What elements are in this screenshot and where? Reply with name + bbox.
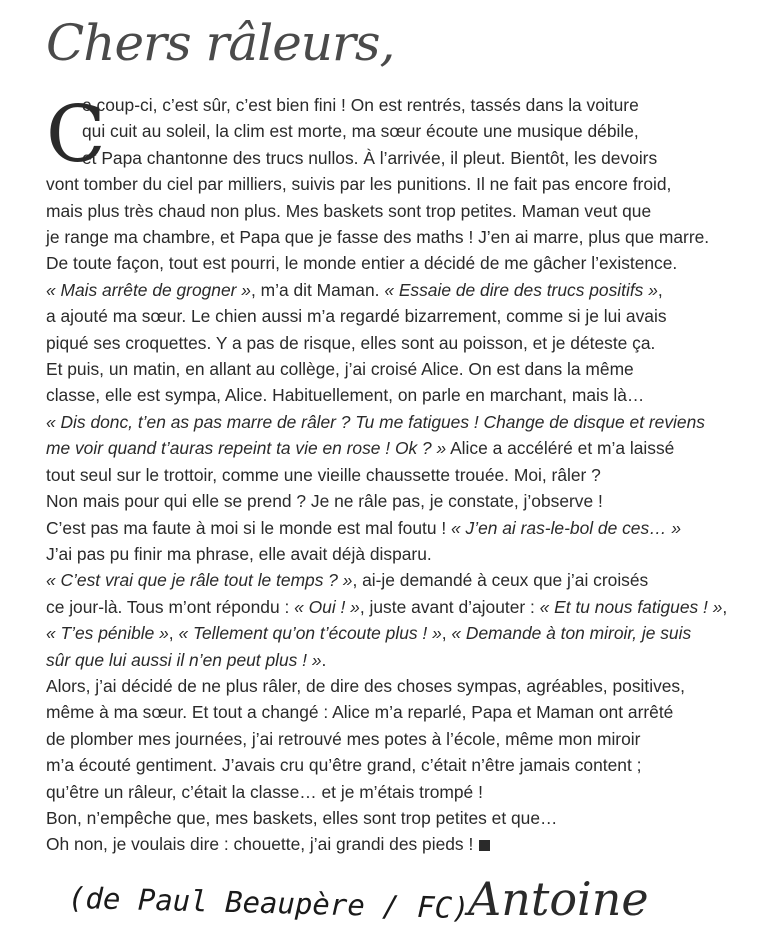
text-segment: mais plus très chaud non plus. Mes baskets sont trop petites. Maman veut que (46, 200, 652, 221)
text-segment: Et puis, un matin, en allant au collège, j’ai croisé Alice. On est dans la même (46, 359, 634, 380)
text-segment: piqué ses croquettes. Y a pas de risque, elles sont au poisson, et je déteste ça. (46, 332, 656, 353)
text-line (46, 330, 746, 356)
text-line (46, 752, 746, 778)
text-segment: ce jour-là. Tous m’ont répondu : (46, 596, 295, 617)
text-segment: qu’être un râleur, c’était la classe… et je m’étais trompé ! (46, 781, 483, 802)
quoted-speech: « Tellement qu’on t’écoute plus ! » (178, 623, 442, 644)
text-segment: Bon, n’empêche que, mes baskets, elles sont trop petites et que… (46, 807, 558, 828)
text-segment: , m’a dit Maman. (250, 279, 385, 300)
text-line (46, 198, 746, 224)
text-line (46, 462, 746, 488)
text-line (46, 145, 746, 171)
letter-body (46, 92, 746, 858)
text-segment: Non mais pour qui elle se prend ? Je ne râle pas, je constate, j’observe ! (46, 491, 603, 512)
text-line (46, 435, 746, 461)
text-segment: et Papa chantonne des trucs nullos. À l’arrivée, il pleut. Bientôt, les devoirs (82, 147, 658, 168)
text-segment: m’a écouté gentiment. J’avais cru qu’être grand, c’était n’être jamais content ; (46, 755, 642, 776)
text-line (46, 515, 746, 541)
text-line (46, 831, 746, 857)
letter-title: Chers râleurs, (46, 14, 395, 72)
text-line (46, 647, 746, 673)
text-segment: De toute façon, tout est pourri, le monde entier a décidé de me gâcher l’existence. (46, 253, 678, 274)
text-line (46, 382, 746, 408)
quoted-speech: « Demande à ton miroir, je suis (451, 623, 692, 644)
quoted-speech: « Et tu nous fatigues ! » (539, 596, 723, 617)
text-segment: qui cuit au soleil, la clim est morte, ma sœur écoute une musique débile, (82, 121, 639, 142)
text-line (46, 779, 746, 805)
text-line (46, 594, 746, 620)
text-segment: , (722, 596, 728, 617)
text-segment: Oh non, je voulais dire : chouette, j’ai grandi des pieds ! (46, 834, 474, 855)
quoted-speech: « Dis donc, t’en as pas marre de râler ? Tu me fatigues ! Change de disque et reviens (46, 411, 705, 432)
text-segment: vont tomber du ciel par milliers, suivis par les punitions. Il ne fait pas encore froid, (46, 174, 672, 195)
signature: Antoine (468, 872, 649, 926)
text-segment: a ajouté ma sœur. Le chien aussi m’a regardé bizarrement, comme si je lui avais (46, 306, 667, 327)
text-line (46, 699, 746, 725)
text-line (46, 224, 746, 250)
end-of-article-square-icon (479, 840, 490, 851)
text-segment: je range ma chambre, et Papa que je fasse des maths ! J’en ai marre, plus que marre. (46, 227, 710, 248)
quoted-speech: me voir quand t’auras repeint ta vie en rose ! Ok ? » (46, 438, 447, 459)
text-line (46, 171, 746, 197)
text-segment: , juste avant d’ajouter : (359, 596, 540, 617)
text-line (46, 356, 746, 382)
text-line (46, 277, 746, 303)
text-segment: même à ma sœur. Et tout a changé : Alice m’a reparlé, Papa et Maman ont arrêté (46, 702, 674, 723)
text-segment: classe, elle est sympa, Alice. Habituellement, on parle en marchant, mais là… (46, 385, 645, 406)
quoted-speech: « C’est vrai que je râle tout le temps ? » (46, 570, 353, 591)
quoted-speech: « Oui ! » (294, 596, 360, 617)
text-line (46, 303, 746, 329)
text-line (46, 92, 746, 118)
text-segment: , ai-je demandé à ceux que j’ai croisés (352, 570, 649, 591)
text-segment: , (168, 623, 179, 644)
text-segment: , (657, 279, 663, 300)
text-line (46, 250, 746, 276)
quoted-speech: sûr que lui aussi il n’en peut plus ! » (46, 649, 322, 670)
text-line (46, 118, 746, 144)
text-line (46, 488, 746, 514)
text-segment: tout seul sur le trottoir, comme une vieille chaussette trouée. Moi, râler ? (46, 464, 601, 485)
quoted-speech: « Mais arrête de grogner » (46, 279, 251, 300)
text-line (46, 567, 746, 593)
text-line (46, 620, 746, 646)
text-segment: C’est pas ma faute à moi si le monde est mal foutu ! (46, 517, 452, 538)
quoted-speech: « Essaie de dire des trucs positifs » (384, 279, 658, 300)
text-line (46, 726, 746, 752)
handwritten-source-note: (de Paul Beaupère / FC) (67, 880, 470, 926)
text-line (46, 409, 746, 435)
text-line (46, 541, 746, 567)
quoted-speech: « J’en ai ras-le-bol de ces… » (451, 517, 682, 538)
text-segment: de plomber mes journées, j’ai retrouvé mes potes à l’école, même mon miroir (46, 728, 641, 749)
drop-cap: C (46, 90, 106, 180)
text-segment: Alice a accéléré et m’a laissé (446, 438, 675, 459)
text-line (46, 805, 746, 831)
text-segment: J’ai pas pu finir ma phrase, elle avait déjà disparu. (46, 543, 432, 564)
text-segment: , (441, 623, 452, 644)
text-segment: e coup-ci, c’est sûr, c’est bien fini ! On est rentrés, tassés dans la voiture (82, 95, 639, 115)
quoted-speech: « T’es pénible » (46, 623, 169, 644)
text-segment: . (321, 649, 327, 670)
text-line (46, 673, 746, 699)
text-segment: Alors, j’ai décidé de ne plus râler, de dire des choses sympas, agréables, positives, (46, 675, 685, 696)
